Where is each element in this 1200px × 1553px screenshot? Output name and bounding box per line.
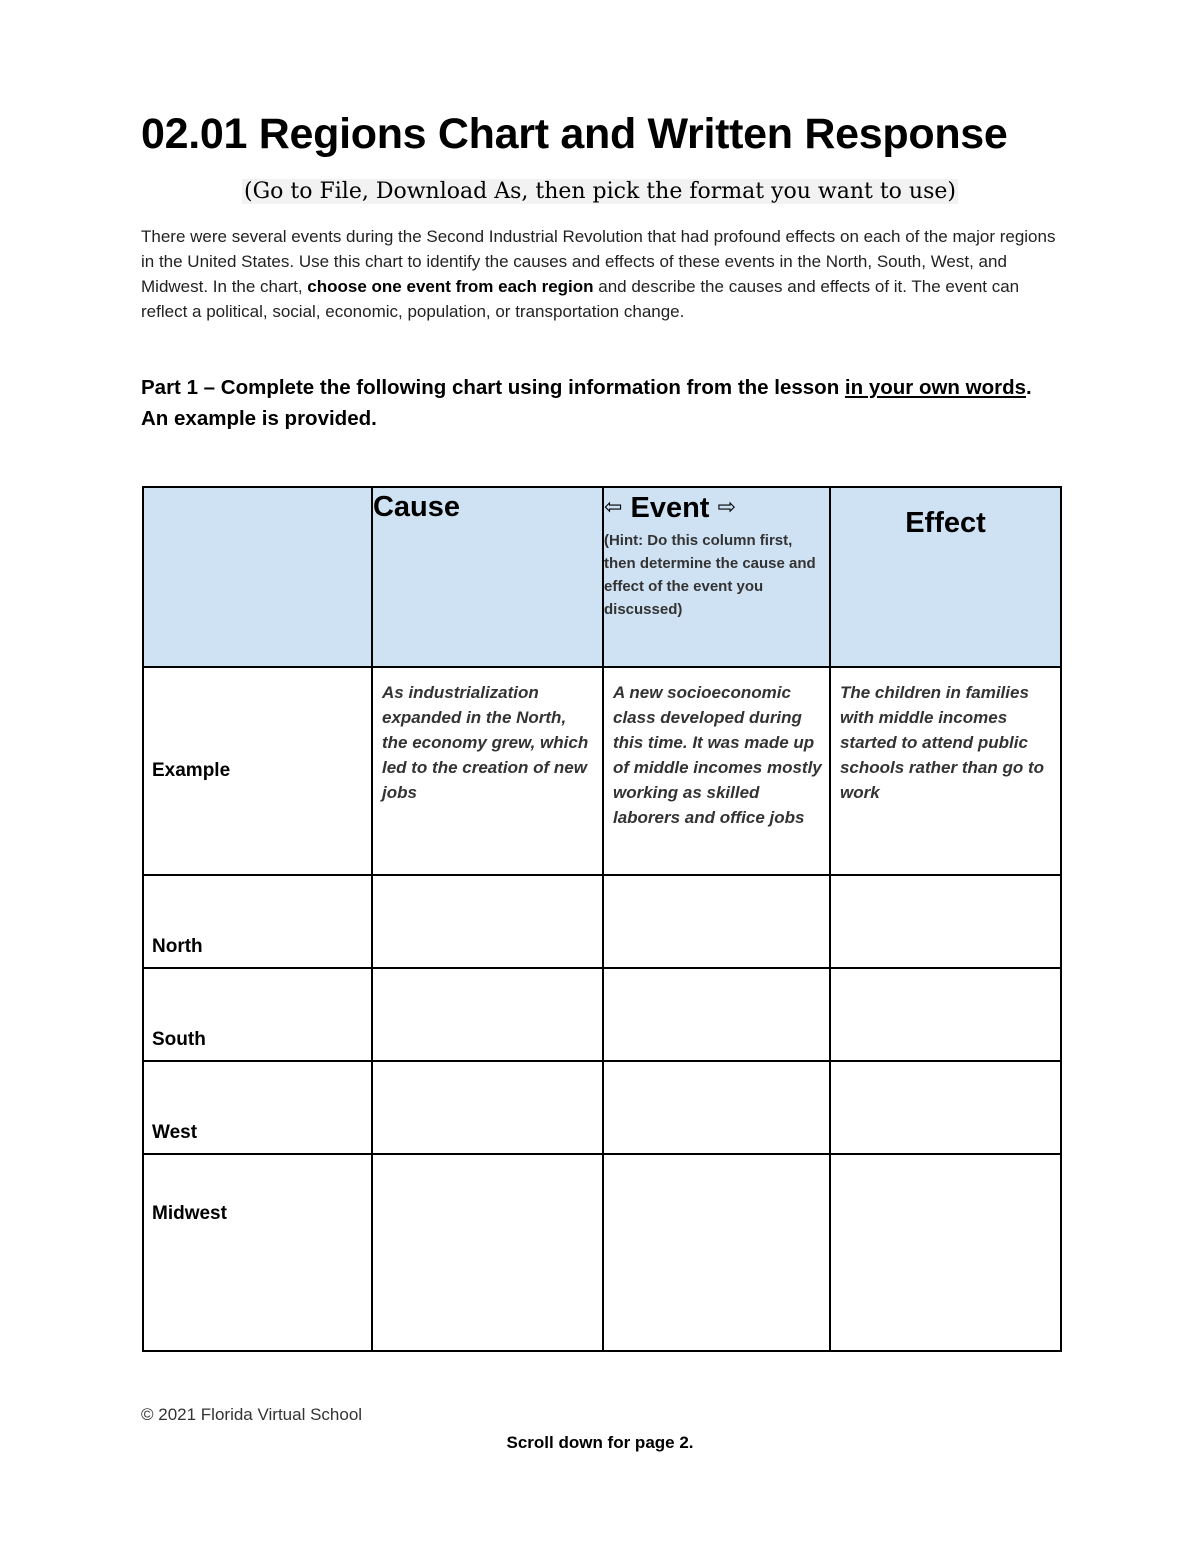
west-cause-cell[interactable]: [372, 1061, 603, 1154]
part1-heading-text: Part 1 – Complete the following chart using information from the lesson: [141, 376, 845, 399]
scroll-note: Scroll down for page 2.: [506, 1433, 694, 1452]
north-event-cell[interactable]: [603, 875, 830, 968]
part1-heading-end: . An example is provided.: [141, 376, 1032, 430]
west-row: [143, 1061, 1061, 1154]
north-cause-cell[interactable]: [372, 875, 603, 968]
download-instructions: [0, 176, 1200, 208]
header-cause: Cause: [372, 487, 603, 667]
left-arrow-icon: ⇦: [603, 494, 623, 519]
event-title: [604, 488, 829, 527]
intro-text-2: and describe the causes and effects of it. The event can reflect a political, social, economic, population, or transportation change.: [141, 277, 1020, 321]
midwest-label: Midwest: [143, 1154, 372, 1351]
south-cause-cell[interactable]: [372, 968, 603, 1061]
west-event-cell[interactable]: [603, 1061, 830, 1154]
example-row: [143, 667, 1061, 875]
midwest-cause-cell[interactable]: [372, 1154, 603, 1351]
part1-heading: [141, 372, 1061, 434]
copyright: © 2021 Florida Virtual School: [141, 1405, 363, 1424]
south-effect-cell[interactable]: [830, 968, 1061, 1061]
example-label: Example: [143, 667, 372, 875]
west-label: West: [143, 1061, 372, 1154]
north-effect-cell[interactable]: [830, 875, 1061, 968]
part1-heading-underlined: in your own words: [844, 376, 1027, 399]
page-title: 02.01 Regions Chart and Written Response: [141, 110, 1008, 158]
north-label: North: [143, 875, 372, 968]
midwest-row: [143, 1154, 1061, 1351]
header-effect: Effect: [830, 487, 1061, 667]
midwest-event-cell[interactable]: [603, 1154, 830, 1351]
header-row: [143, 487, 1061, 667]
intro-emphasis: choose one event from each region: [307, 277, 594, 296]
event-hint: (Hint: Do this column first, then determine the cause and effect of the event you discussed): [603, 532, 816, 618]
right-arrow-icon: ⇨: [717, 494, 736, 519]
south-event-cell[interactable]: [603, 968, 830, 1061]
south-row: [143, 968, 1061, 1061]
example-cause[interactable]: As industrialization expanded in the North, the economy grew, which led to the creation of new jobs: [372, 667, 603, 875]
example-effect[interactable]: The children in families with middle incomes started to attend public schools rather than go to work: [830, 667, 1061, 875]
header-event: [603, 487, 830, 667]
event-title-text: Event: [630, 492, 710, 524]
north-row: [143, 875, 1061, 968]
regions-chart: [142, 486, 1062, 1352]
download-instructions-text: (Go to File, Download As, then pick the format you want to use): [244, 179, 956, 204]
west-effect-cell[interactable]: [830, 1061, 1061, 1154]
example-event[interactable]: A new socioeconomic class developed during this time. It was made up of middle incomes mostly working as skilled laborers and office jobs: [603, 667, 830, 875]
header-region: [143, 487, 372, 667]
midwest-effect-cell[interactable]: [830, 1154, 1061, 1351]
south-label: South: [143, 968, 372, 1061]
intro-paragraph: [141, 224, 1061, 324]
intro-text-1: There were several events during the Second Industrial Revolution that had profound effects on each of the major regions in the United States. Use this chart to identify the causes and effects of these events in the North, South, West, and Midwest. In the chart,: [141, 227, 1056, 296]
